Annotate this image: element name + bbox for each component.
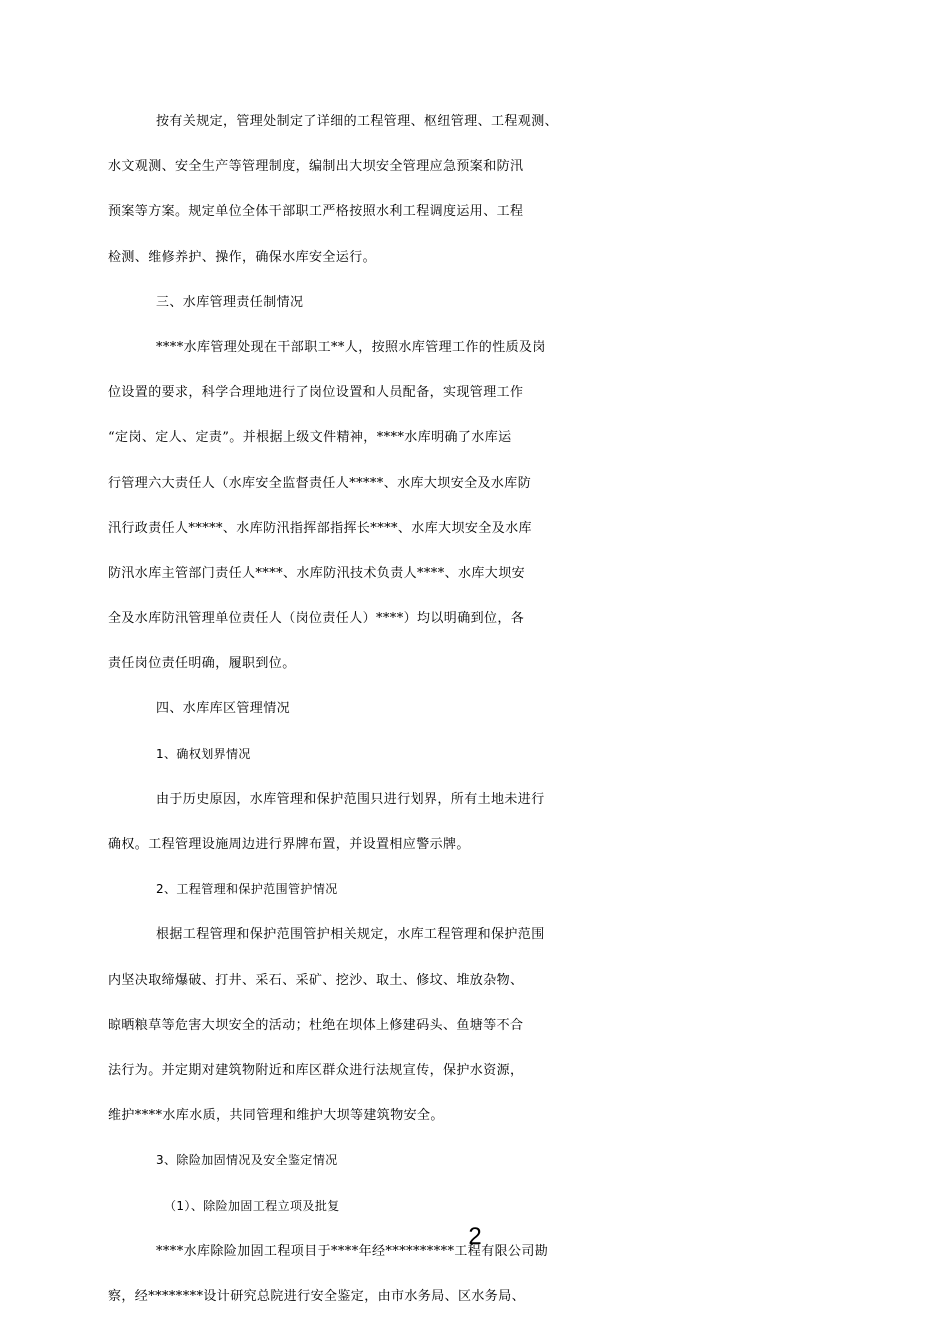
paragraph-line: 预案等方案。规定单位全体干部职工严格按照水利工程调度运用、工程 xyxy=(108,204,524,220)
document-body xyxy=(108,99,868,1319)
paragraph-line: 检测、维修养护、操作，确保水库安全运行。 xyxy=(108,249,377,265)
paragraph-line: 责任岗位责任明确，履职到位。 xyxy=(108,656,296,672)
paragraph-line: 晾晒粮草等危害大坝安全的活动；杜绝在坝体上修建码头、鱼塘等不合 xyxy=(108,1017,524,1033)
paragraph-line: 维护****水库水质，共同管理和维护大坝等建筑物安全。 xyxy=(108,1108,444,1124)
paragraph-line: 行管理六大责任人（水库安全监督责任人*****、水库大坝安全及水库防 xyxy=(108,475,532,491)
page-number: 2 xyxy=(468,1223,482,1250)
section-heading: 三、水库管理责任制情况 xyxy=(156,294,304,310)
paragraph-line: 察，经********设计研究总院进行安全鉴定，由市水务局、区水务局、 xyxy=(108,1288,526,1304)
paragraph-first-line: ****水库除险加固工程项目于****年经**********工程有限公司勘 xyxy=(156,1243,549,1259)
paragraph-line: 内坚决取缔爆破、打井、采石、采矿、挖沙、取土、修坟、堆放杂物、 xyxy=(108,972,524,988)
subsection-heading: 2、工程管理和保护范围管护情况 xyxy=(156,882,338,897)
paragraph-first-line: 按有关规定，管理处制定了详细的工程管理、枢纽管理、工程观测、 xyxy=(156,114,559,129)
paragraph-line: 确权。工程管理设施周边进行界牌布置，并设置相应警示牌。 xyxy=(108,837,470,852)
paragraph-line: 防汛水库主管部门责任人****、水库防汛技术负责人****、水库大坝安 xyxy=(108,565,526,581)
paragraph-first-line: 由于历史原因，水库管理和保护范围只进行划界，所有土地未进行 xyxy=(156,791,545,807)
paragraph-first-line: 根据工程管理和保护范围管护相关规定，水库工程管理和保护范围 xyxy=(156,927,545,943)
subsection-heading: 3、除险加固情况及安全鉴定情况 xyxy=(156,1153,338,1168)
paragraph-first-line: ****水库管理处现在干部职工**人，按照水库管理工作的性质及岗 xyxy=(156,339,546,355)
paragraph-line: 全及水库防汛管理单位责任人（岗位责任人）****）均以明确到位，各 xyxy=(108,611,525,627)
paragraph-line: 法行为。并定期对建筑物附近和库区群众进行法规宣传，保护水资源， xyxy=(108,1062,524,1078)
paragraph-line: “定岗、定人、定责”。并根据上级文件精神，****水库明确了水库运 xyxy=(108,430,512,446)
paragraph-line: 位设置的要求，科学合理地进行了岗位设置和人员配备，实现管理工作 xyxy=(108,385,524,401)
sub-subsection-heading: （1）、除险加固工程立项及批复 xyxy=(164,1198,340,1213)
paragraph-line: 汛行政责任人*****、水库防汛指挥部指挥长****、水库大坝安全及水库 xyxy=(108,520,532,536)
subsection-heading: 1、确权划界情况 xyxy=(156,746,251,761)
section-heading: 四、水库库区管理情况 xyxy=(156,701,291,717)
paragraph-line: 水文观测、安全生产等管理制度，编制出大坝安全管理应急预案和防汛 xyxy=(108,159,524,175)
